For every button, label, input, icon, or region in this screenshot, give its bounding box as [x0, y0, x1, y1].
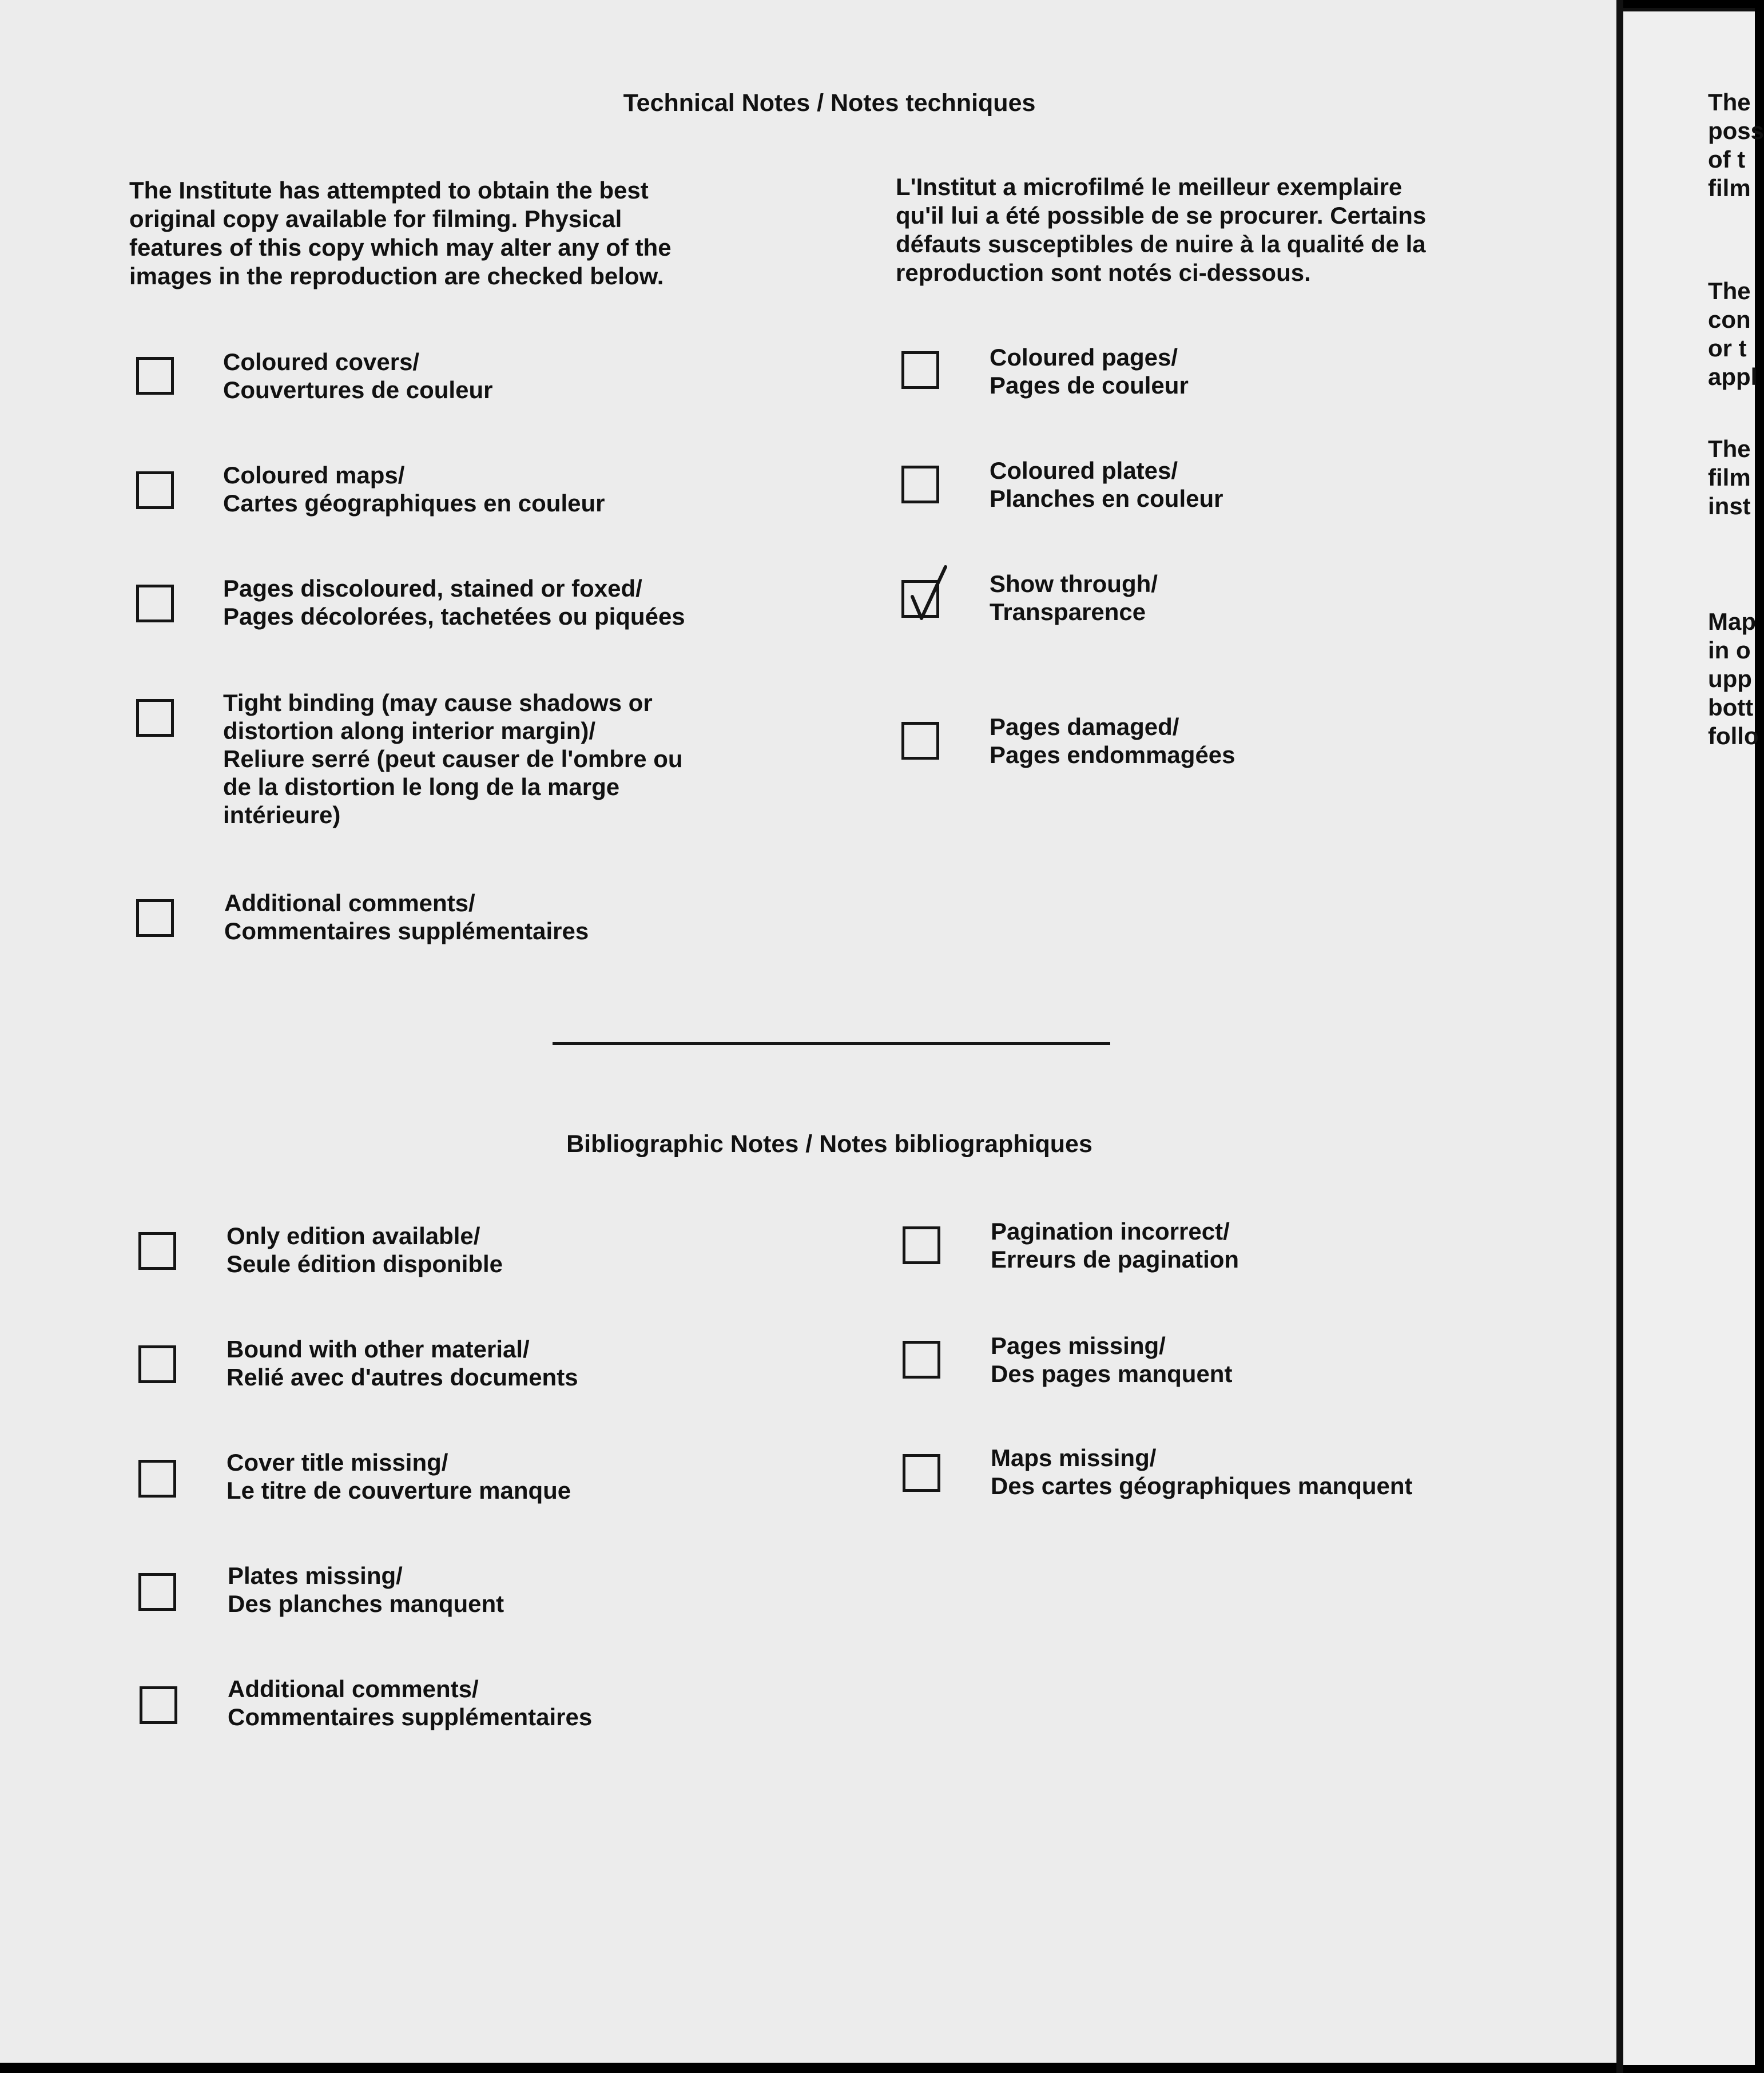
adjacent-paragraph: The poss of t film	[1708, 89, 1764, 201]
page-edge-shadow	[1616, 0, 1623, 2073]
technical-intro-english: The Institute has attempted to obtain the best original copy available for filming. Physical features of this copy which may alter any of the images in the reproduction are checked below.	[129, 177, 672, 289]
item-bound-with-other: Bound with other material/ Relié avec d'autres documents	[227, 1336, 578, 1391]
item-plates-missing: Plates missing/ Des planches manquent	[228, 1562, 504, 1617]
item-pages-discoloured: Pages discoloured, stained or foxed/ Pages décolorées, tachetées ou piquées	[223, 575, 685, 630]
checkbox-additional-comments-technical[interactable]	[136, 899, 174, 937]
checkbox-bound-with-other[interactable]	[138, 1345, 176, 1383]
check-mark-icon	[904, 563, 962, 626]
checkbox-pages-damaged[interactable]	[901, 722, 939, 760]
checkbox-coloured-maps[interactable]	[136, 471, 174, 509]
item-tight-binding: Tight binding (may cause shadows or distortion along interior margin)/ Reliure serré (peut causer de l'ombre ou de la distortion le long de la marge intérieure)	[223, 689, 683, 828]
item-show-through: Show through/ Transparence	[990, 570, 1158, 625]
checkbox-coloured-plates[interactable]	[901, 466, 939, 503]
adjacent-page-fragment	[1623, 8, 1764, 2065]
adjacent-paragraph: The film inst	[1708, 435, 1751, 519]
checkbox-pages-discoloured[interactable]	[136, 585, 174, 622]
item-pagination-incorrect: Pagination incorrect/ Erreurs de pagination	[991, 1218, 1239, 1273]
bibliographic-notes-heading: Bibliographic Notes / Notes bibliographiques	[566, 1130, 1092, 1158]
checkbox-coloured-covers[interactable]	[136, 357, 174, 395]
item-coloured-covers: Coloured covers/ Couvertures de couleur	[223, 348, 493, 403]
item-additional-comments-bibliographic: Additional comments/ Commentaires supplémentaires	[228, 1675, 593, 1730]
checkbox-coloured-pages[interactable]	[901, 351, 939, 389]
checkbox-cover-title-missing[interactable]	[138, 1460, 176, 1498]
checkbox-show-through[interactable]	[901, 580, 939, 618]
adjacent-page-top-rule	[1623, 8, 1755, 11]
technical-notes-heading: Technical Notes / Notes techniques	[623, 89, 1036, 117]
item-coloured-maps: Coloured maps/ Cartes géographiques en couleur	[223, 462, 605, 517]
item-coloured-plates: Coloured plates/ Planches en couleur	[990, 457, 1223, 512]
checkbox-plates-missing[interactable]	[138, 1573, 176, 1611]
technical-intro-french: L'Institut a microfilmé le meilleur exemplaire qu'il lui a été possible de se procurer. Certains défauts susceptibles de nuire à la qualité de la reproduction sont notés ci-dessous.	[896, 173, 1427, 286]
section-divider	[553, 1042, 1110, 1045]
adjacent-paragraph: The con or t appl	[1708, 277, 1758, 390]
item-pages-damaged: Pages damaged/ Pages endommagées	[990, 713, 1235, 768]
item-cover-title-missing: Cover title missing/ Le titre de couverture manque	[227, 1449, 571, 1504]
item-coloured-pages: Coloured pages/ Pages de couleur	[990, 344, 1189, 399]
adjacent-paragraph: Map in o upp bott follo	[1708, 608, 1759, 749]
item-only-edition: Only edition available/ Seule édition disponible	[227, 1222, 503, 1277]
checkbox-only-edition[interactable]	[138, 1232, 176, 1270]
item-maps-missing: Maps missing/ Des cartes géographiques manquent	[991, 1444, 1413, 1499]
item-pages-missing: Pages missing/ Des pages manquent	[991, 1332, 1233, 1387]
item-additional-comments-technical: Additional comments/ Commentaires supplémentaires	[224, 889, 589, 944]
checkbox-pagination-incorrect[interactable]	[903, 1226, 940, 1264]
checkbox-maps-missing[interactable]	[903, 1454, 940, 1492]
checkbox-pages-missing[interactable]	[903, 1341, 940, 1379]
checkbox-tight-binding[interactable]	[136, 699, 174, 737]
checkbox-additional-comments-bibliographic[interactable]	[140, 1686, 177, 1724]
